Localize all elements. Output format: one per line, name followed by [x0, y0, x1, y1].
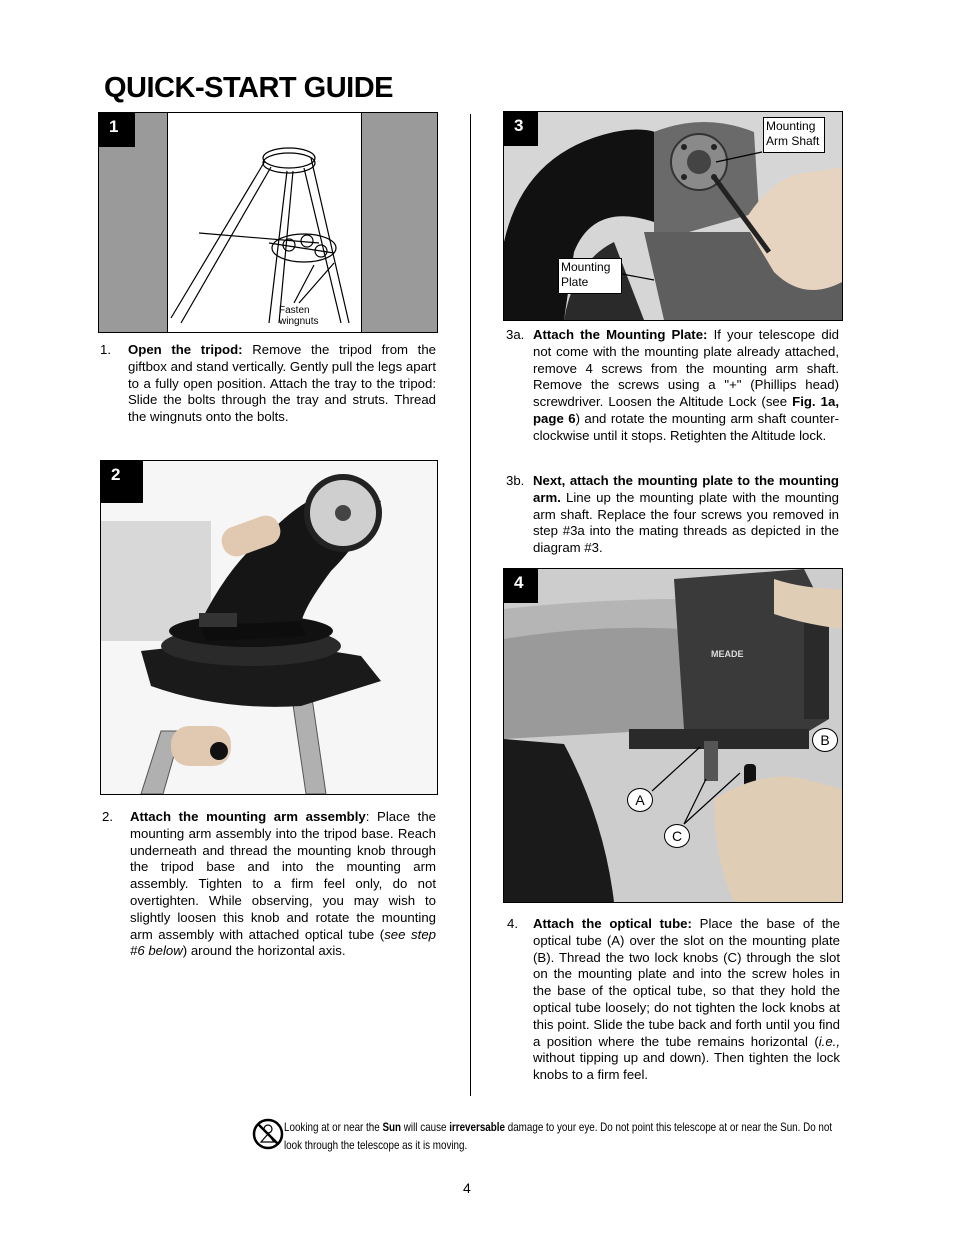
figure-4-badge: 4 — [504, 569, 538, 603]
meade-logo: MEADE — [711, 649, 744, 659]
figure-3-badge: 3 — [504, 112, 538, 146]
step-3b-text: Line up the mounting plate with the mounting arm shaft. Replace the four screws you removed in step #3a into the mating threads as depicted in the diagram #3. — [533, 489, 839, 556]
step-3b-number: 3b. — [506, 473, 525, 488]
step-3a-text-a: If your telescope did not come with the mounting plate already attached, remove 4 screws from the mounting arm shaft. Remove the screws using a "+" (Phillips head) screwdriver. Loosen the Altitude Lock (see — [533, 327, 839, 410]
step-3a — [506, 327, 839, 467]
step-4-heading: Attach the optical tube: — [533, 916, 692, 931]
step-1-text: Remove the tripod from the giftbox and stand vertically. Gently pull the legs apart to a fully open position. Attach the tray to the tripod: Slide the bolts through the tray and struts. Thread the wingnuts onto the bolts. — [128, 342, 437, 425]
mounting-arm-photo — [101, 461, 437, 794]
page-title: QUICK-START GUIDE — [104, 72, 394, 104]
mounting-arm-shaft-callout: Mounting Arm Shaft — [763, 117, 825, 153]
warning-sun: Sun — [382, 1120, 402, 1134]
figure-3-mounting-plate — [503, 111, 843, 321]
step-1-heading: Open the tripod: — [128, 342, 243, 357]
mounting-plate-callout: Mounting Plate — [558, 258, 622, 294]
step-4-italic: i.e., — [818, 1033, 840, 1049]
optical-tube-photo — [504, 569, 842, 902]
column-divider — [470, 114, 471, 1096]
no-sun-warning-icon — [252, 1118, 284, 1150]
figure-1-tripod — [98, 112, 438, 333]
label-b: B — [812, 728, 838, 752]
step-3a-text-b: ) and rotate the mounting arm shaft counter-clockwise until it stops. Retighten the Altitude lock. — [533, 410, 840, 443]
label-a: A — [627, 788, 653, 812]
step-3a-heading: Attach the Mounting Plate: — [533, 327, 708, 342]
warning-text-a: Looking at or near the — [284, 1120, 383, 1134]
sun-warning — [284, 1118, 842, 1154]
step-2 — [102, 809, 436, 969]
page-number: 4 — [463, 1180, 471, 1196]
fasten-wingnuts-caption: Fasten wingnuts — [279, 305, 319, 327]
figure-2-mounting-arm — [100, 460, 438, 795]
step-2-number: 2. — [102, 809, 113, 824]
figure-2-badge: 2 — [101, 461, 143, 503]
step-4 — [507, 916, 840, 1086]
step-2-text-a: : Place the mounting arm assembly into the tripod base. Reach underneath and thread the mounting knob through the tripod base and into the mounting arm assembly. Tighten to a firm feel only, do not overtighten. While observing, you may wish to slightly loosen this knob and rotate the mounting arm assembly with attached optical tube ( — [130, 809, 436, 942]
tripod-illustration — [99, 113, 437, 332]
figure-4-optical-tube — [503, 568, 843, 903]
step-4-number: 4. — [507, 916, 518, 931]
step-4-text-b: without tipping up and down). Then tighten the lock knobs to a firm feel. — [533, 1050, 840, 1083]
step-2-italic: see step #6 below — [130, 926, 436, 959]
label-c: C — [664, 824, 690, 848]
step-1 — [100, 342, 436, 432]
step-3b-heading: Next, attach the mounting plate to the mounting arm. — [533, 473, 839, 505]
step-3b — [506, 473, 839, 563]
step-3a-reference: Fig. 1a, page 6 — [533, 394, 839, 426]
step-2-heading: Attach the mounting arm assembly — [130, 809, 366, 824]
figure-1-badge: 1 — [99, 113, 135, 147]
warning-text-b: will cause — [401, 1120, 450, 1134]
warning-text-c: damage to your eye. Do not point this telescope at or near the Sun. Do not look through the telescope as it is moving. — [284, 1120, 833, 1152]
step-2-text-b: ) around the horizontal axis. — [182, 943, 346, 959]
step-4-text-a: Place the base of the optical tube (A) over the slot on the mounting plate (B). Thread the two lock knobs (C) through the slot on the mounting plate and into the screw holes in the base of the optical tube, so that they hold the optical tube loosely; do not tighten the lock knobs at this point. Slide the tube back and forth until you find a position where the tube remains horizontal ( — [533, 916, 840, 1049]
step-3a-number: 3a. — [506, 327, 525, 342]
step-1-number: 1. — [100, 342, 111, 357]
warning-irreversable: irreversable — [449, 1120, 506, 1134]
